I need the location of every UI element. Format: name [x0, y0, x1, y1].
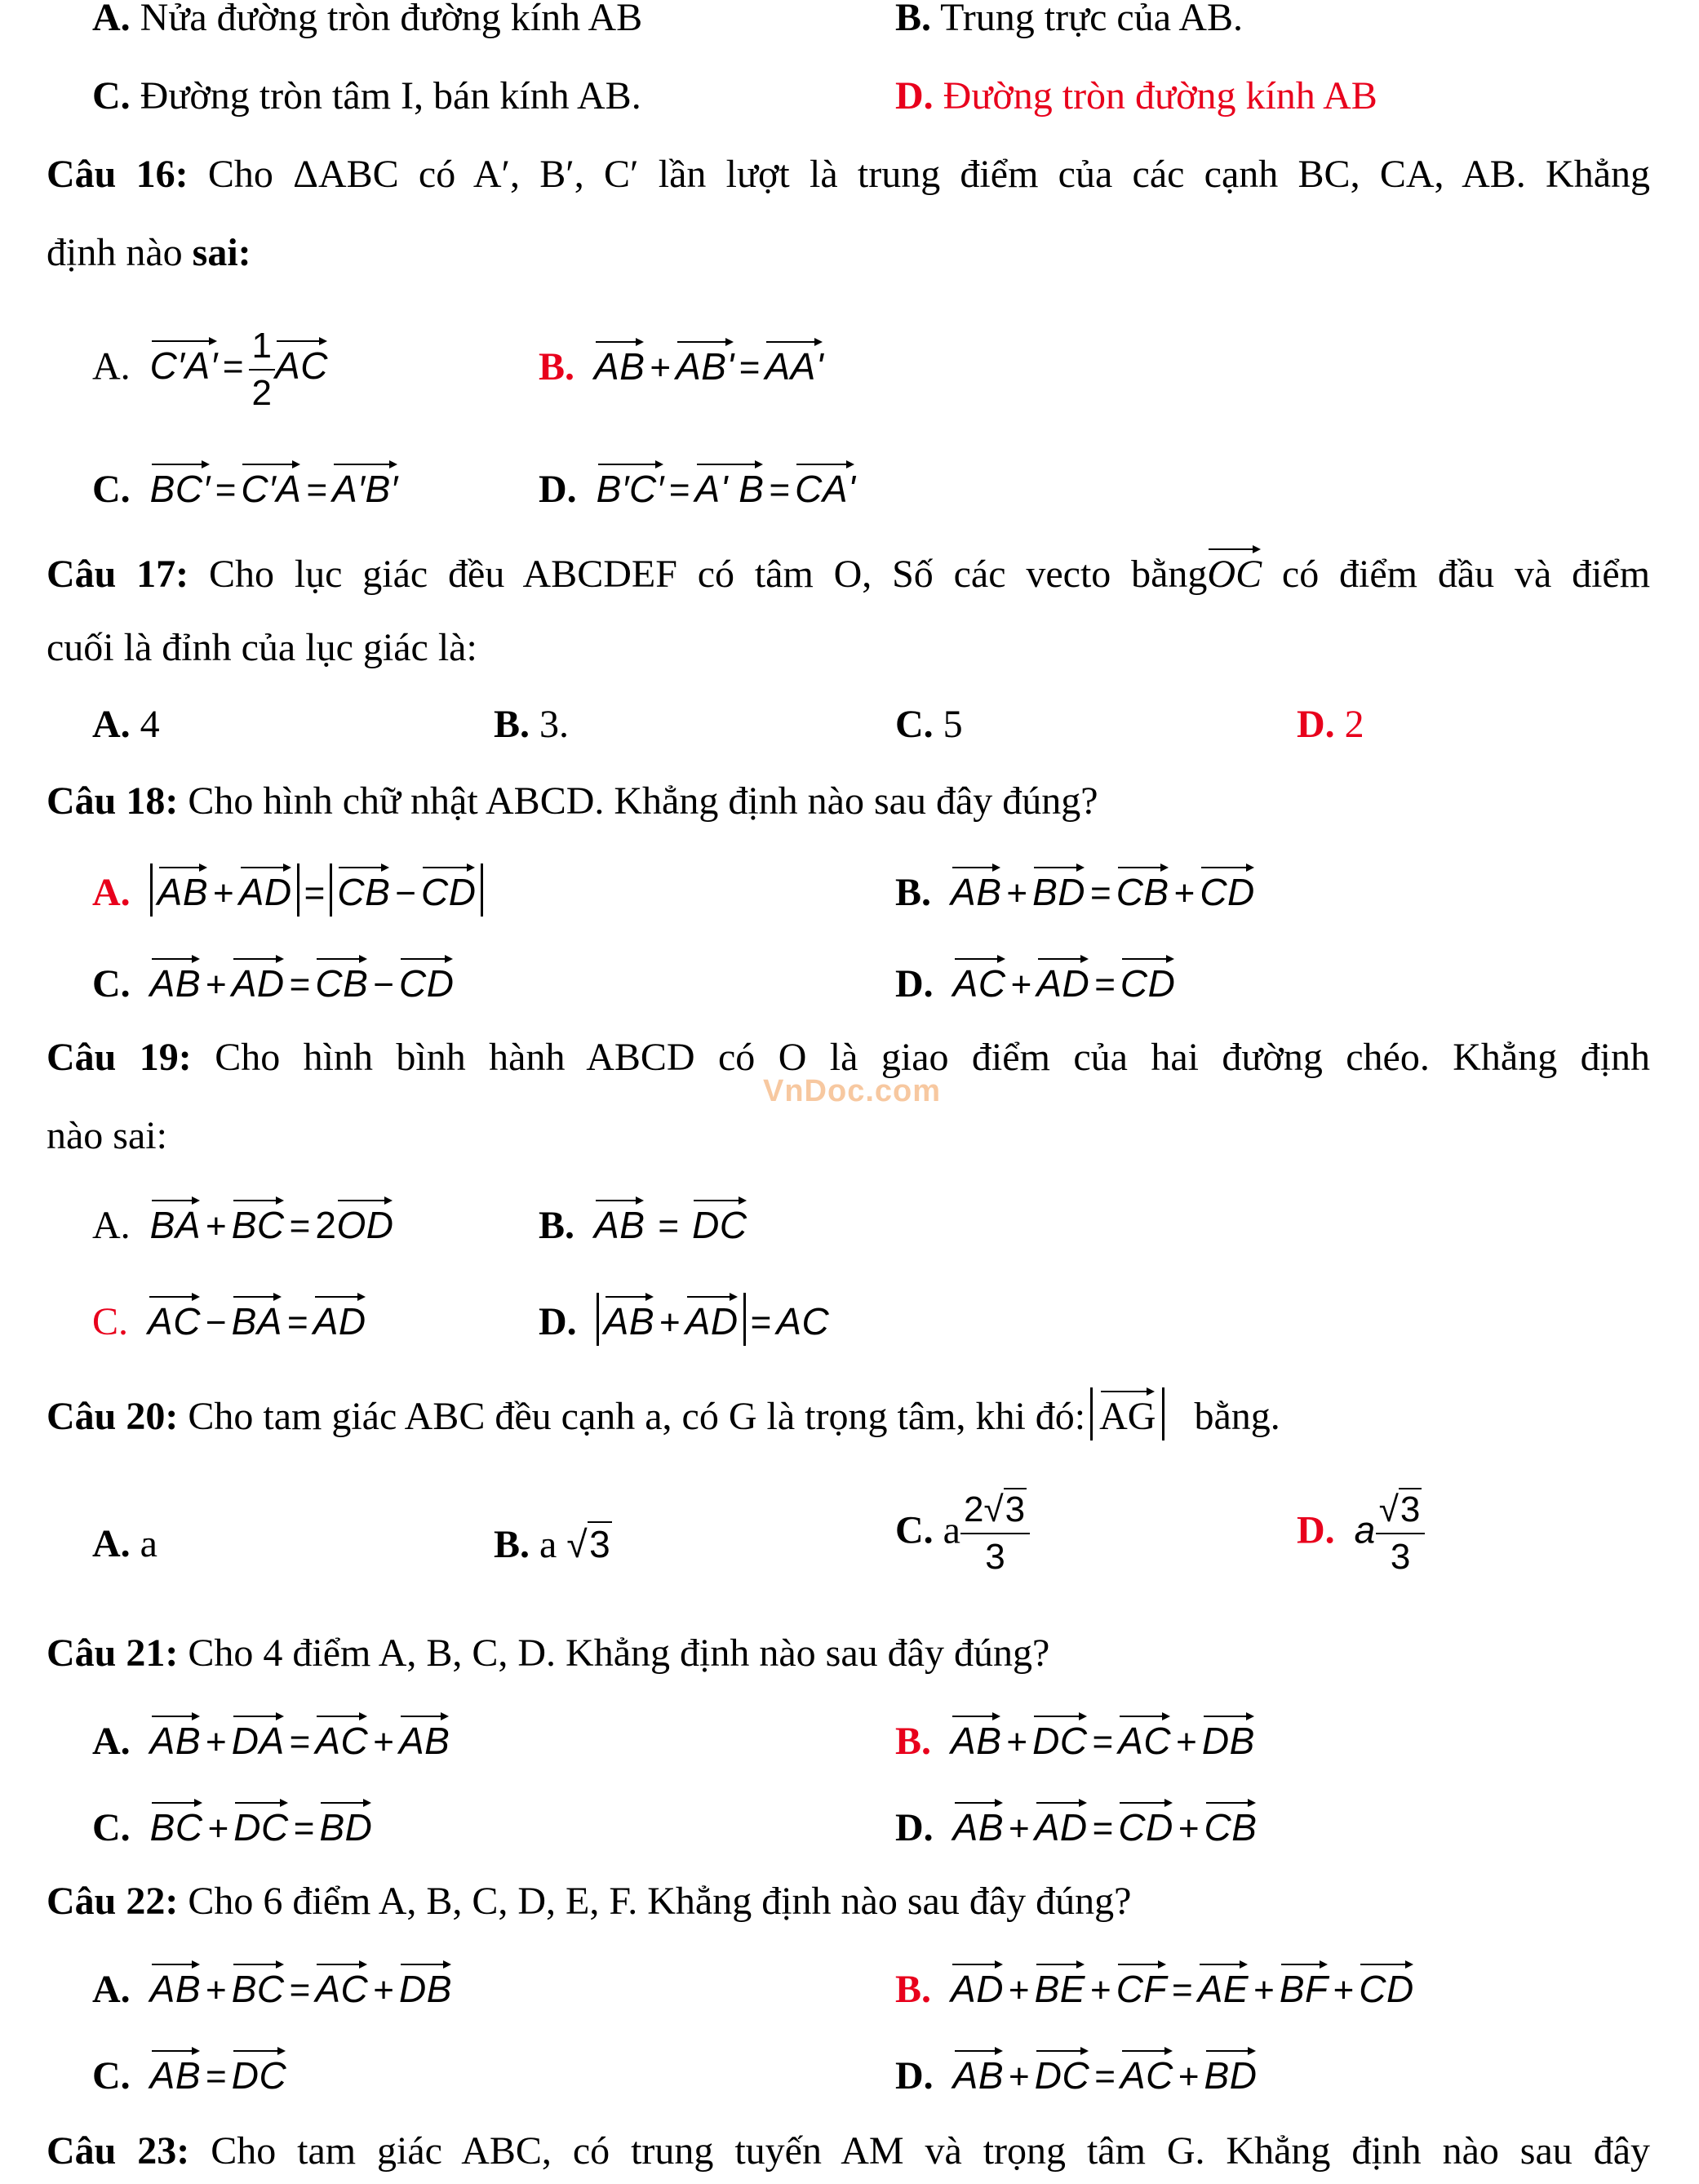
option-letter: B. — [895, 871, 932, 914]
operator: + — [1173, 873, 1196, 913]
option-letter: A. — [92, 1968, 131, 2011]
question-text: định nào — [47, 231, 183, 274]
option-text: Nửa đường tròn đường kính AB — [140, 0, 643, 39]
question-text: nào sai: — [47, 1114, 167, 1157]
operator: − — [205, 1303, 227, 1343]
abs-value — [150, 863, 299, 917]
q21-option-a — [92, 1712, 450, 1767]
vector: DC — [233, 1799, 288, 1846]
operator: = — [769, 470, 791, 510]
q15-option-d — [895, 72, 1377, 121]
operator: − — [395, 873, 416, 913]
vector: DC — [1032, 1712, 1087, 1760]
denominator: 3 — [985, 1537, 1005, 1578]
vector: CB — [315, 955, 368, 1002]
operator: = — [1094, 2057, 1116, 2097]
fraction — [249, 326, 275, 414]
q20-option-b — [494, 1520, 612, 1569]
sqrt-expression: √3 — [983, 1489, 1026, 1529]
vector: AB — [951, 1712, 1001, 1760]
vector: DC — [232, 2047, 286, 2094]
operator: + — [1333, 1970, 1355, 2010]
operator: + — [1006, 1722, 1028, 1762]
q19-option-a — [92, 1196, 393, 1251]
vector: AB — [150, 1712, 201, 1760]
vector: C′A′ — [150, 337, 218, 384]
question-text: Cho ΔABC có A′, B′, C′ lần lượt là trung điểm của các cạnh BC, CA, AB. Khẳng — [207, 153, 1651, 196]
q18-option-c — [92, 955, 454, 1010]
question-text: Cho hình chữ nhật ABCD. Khẳng định nào sau đây đúng? — [188, 779, 1098, 823]
operator: = — [1092, 1722, 1114, 1762]
q15-option-b — [895, 0, 1243, 42]
vector: BA — [232, 1293, 282, 1340]
vector: BC — [150, 1799, 203, 1846]
vector: CD — [1120, 955, 1175, 1002]
q23-stem — [47, 2127, 1650, 2176]
vector: BD — [319, 1799, 372, 1846]
operator: + — [1178, 2057, 1200, 2097]
q22-option-a — [92, 1960, 452, 2015]
vector: BC — [232, 1960, 285, 2008]
q16-stem — [47, 150, 1650, 199]
vector: CD — [421, 863, 476, 911]
operator: + — [1176, 1722, 1197, 1762]
option-letter: C. — [92, 1300, 129, 1343]
operator: + — [213, 873, 234, 913]
q16-stem-cont — [47, 229, 1650, 277]
coefficient: a — [943, 1508, 960, 1552]
operator: = — [306, 470, 328, 510]
operator: + — [659, 1303, 681, 1343]
operator: = — [289, 1206, 311, 1246]
q19-option-c — [92, 1293, 366, 1347]
vector: OC — [1207, 545, 1262, 594]
vector: CB — [337, 863, 390, 911]
operator: = — [1092, 1809, 1114, 1849]
operator: = — [739, 348, 761, 388]
operator: + — [1009, 1809, 1030, 1849]
operator: = — [289, 965, 311, 1005]
option-letter: D. — [539, 468, 577, 511]
vector: AC — [275, 337, 328, 384]
q21-stem — [47, 1629, 1650, 1678]
question-text: Cho 4 điểm A, B, C, D. Khẳng định nào sau đây đúng? — [188, 1631, 1050, 1675]
radicand: 3 — [1005, 1489, 1026, 1529]
q17-option-c — [895, 700, 963, 749]
operator: + — [1009, 2057, 1030, 2097]
vector: BC — [232, 1196, 285, 1244]
vector: DB — [399, 1960, 452, 2008]
q20-option-a — [92, 1520, 157, 1569]
option-letter: C. — [92, 2054, 131, 2097]
abs-value — [1090, 1387, 1164, 1440]
vector: AB — [953, 1799, 1004, 1846]
q21-option-c — [92, 1799, 372, 1853]
question-text: bằng. — [1194, 1395, 1280, 1438]
q21-option-d — [895, 1799, 1257, 1853]
option-text: 2 — [1344, 703, 1364, 746]
question-text: Cho lục giác đều ABCDEF có tâm O, Số các vecto bằng — [209, 553, 1208, 596]
question-text: có điểm đầu và điểm — [1281, 553, 1651, 596]
vector: AC — [953, 955, 1006, 1002]
vector: AD — [239, 863, 292, 911]
operator: − — [373, 965, 394, 1005]
q18-option-b — [895, 863, 1255, 918]
operator: = — [750, 1303, 772, 1343]
vector: AA' — [765, 338, 823, 385]
option-letter: A. — [92, 1204, 131, 1247]
option-letter: D. — [895, 2054, 934, 2097]
coefficient: a — [539, 1523, 557, 1566]
operator: = — [206, 2057, 227, 2097]
option-letter: D. — [895, 74, 934, 118]
radicand: 3 — [589, 1523, 611, 1565]
operator: + — [1178, 1809, 1200, 1849]
question-label: Câu 23: — [47, 2129, 190, 2173]
sqrt-expression: √3 — [1378, 1489, 1421, 1529]
operator: + — [207, 1809, 229, 1849]
vector: AC — [315, 1712, 368, 1760]
option-letter: D. — [539, 1300, 577, 1343]
operator: = — [287, 1303, 308, 1343]
vector: BA — [150, 1196, 201, 1244]
option-letter: B. — [895, 0, 932, 39]
option-letter: C. — [895, 1508, 934, 1552]
vector: AC — [148, 1293, 201, 1340]
question-text: Cho hình bình hành ABCD có O là giao điểm của hai đường chéo. Khẳng định — [215, 1036, 1650, 1079]
vector: AG — [1099, 1387, 1156, 1436]
q16-option-d — [539, 460, 855, 515]
q16-option-a — [92, 326, 328, 414]
operator: = — [1090, 873, 1111, 913]
operator: = — [1094, 965, 1116, 1005]
vector: AB — [150, 1960, 201, 2008]
q20-option-c — [895, 1490, 1030, 1578]
vector: AD — [1035, 1799, 1088, 1846]
question-label: Câu 17: — [47, 553, 189, 596]
q20-option-d — [1297, 1490, 1425, 1578]
operator: + — [206, 1970, 227, 2010]
vector: CD — [1200, 863, 1254, 911]
fraction — [1376, 1490, 1426, 1578]
vector: DC — [692, 1196, 747, 1244]
operator: = — [1172, 1970, 1193, 2010]
vndoc-watermark: VnDoc.com — [763, 1074, 942, 1108]
vector: AD — [951, 1960, 1004, 2008]
abs-value — [330, 863, 483, 917]
q18-option-a — [92, 863, 483, 918]
vector: DA — [232, 1712, 285, 1760]
vector: B′C′ — [597, 460, 664, 508]
q16-option-c — [92, 460, 398, 515]
question-label: Câu 20: — [47, 1395, 179, 1438]
q15-option-c — [92, 72, 641, 121]
vector: CA' — [795, 460, 855, 508]
vector: A' B — [695, 460, 765, 508]
option-letter: B. — [494, 703, 530, 746]
question-text: Cho tam giác ABC, có trung tuyến AM và trọng tâm G. Khẳng định nào sau đây — [211, 2129, 1651, 2173]
numerator — [960, 1490, 1030, 1534]
operator: = — [222, 347, 244, 388]
q17-stem-cont — [47, 624, 1650, 673]
operator: = — [304, 873, 326, 913]
q18-stem — [47, 777, 1650, 826]
question-label: Câu 21: — [47, 1631, 179, 1675]
denominator: 3 — [1390, 1537, 1411, 1578]
q22-option-b — [895, 1960, 1414, 2015]
operator: = — [289, 1722, 311, 1762]
operator: = — [668, 470, 690, 510]
option-letter: D. — [1297, 1508, 1335, 1552]
option-text: 5 — [943, 703, 963, 746]
operator: + — [650, 348, 672, 388]
q16-option-b — [539, 338, 823, 393]
vector: AC — [315, 1960, 368, 2008]
option-letter: C. — [92, 962, 131, 1005]
option-letter: C. — [895, 703, 934, 746]
q20-stem — [47, 1387, 1650, 1441]
question-text: Cho tam giác ABC đều cạnh a, có G là trọng tâm, khi đó: — [188, 1395, 1086, 1438]
operator: + — [1090, 1970, 1111, 2010]
option-text: a — [140, 1522, 157, 1565]
rhs-value: AC — [776, 1300, 830, 1343]
fraction — [960, 1490, 1030, 1578]
option-text: 3. — [539, 703, 570, 746]
coefficient: 2 — [315, 1204, 337, 1246]
vector: BE — [1035, 1960, 1085, 2008]
vector: CD — [1118, 1799, 1173, 1846]
vector: AB — [150, 2047, 201, 2094]
vector: AB — [594, 1196, 645, 1244]
question-label: Câu 22: — [47, 1880, 179, 1923]
vector: AB — [150, 955, 201, 1002]
option-text: Trung trực của AB. — [940, 0, 1244, 39]
operator: + — [373, 1970, 394, 2010]
vector: OD — [336, 1196, 393, 1244]
numerator: 1 — [249, 326, 275, 371]
option-letter: B. — [895, 1968, 932, 2011]
vector: AD — [232, 955, 285, 1002]
radicand: 3 — [1400, 1489, 1421, 1529]
vector: AD — [313, 1293, 366, 1340]
denominator: 2 — [251, 373, 273, 414]
option-text: Đường tròn tâm I, bán kính AB. — [140, 74, 641, 118]
q17-option-b — [494, 700, 569, 749]
option-letter: A. — [92, 871, 131, 914]
operator: + — [206, 1722, 227, 1762]
q19-option-d — [539, 1293, 829, 1347]
operator: = — [658, 1206, 680, 1246]
operator: + — [373, 1722, 394, 1762]
q15-option-a — [92, 0, 642, 42]
abs-value — [597, 1293, 746, 1346]
option-letter: B. — [539, 1204, 575, 1247]
option-letter: A. — [92, 0, 131, 39]
vector: DB — [1202, 1712, 1255, 1760]
question-label: Câu 18: — [47, 779, 179, 823]
q21-option-b — [895, 1712, 1255, 1767]
option-text: Đường tròn đường kính AB — [943, 74, 1377, 118]
vector: DC — [1035, 2047, 1089, 2094]
vector: AB — [594, 338, 645, 385]
question-label: Câu 19: — [47, 1036, 192, 1079]
q22-stem — [47, 1877, 1650, 1926]
q19-stem-cont — [47, 1112, 1650, 1161]
coefficient: a — [1354, 1508, 1376, 1551]
option-letter: D. — [895, 1806, 934, 1849]
vector: AD — [1036, 955, 1089, 1002]
question-text: Cho 6 điểm A, B, C, D, E, F. Khẳng định nào sau đây đúng? — [188, 1880, 1132, 1923]
numerator — [1376, 1490, 1426, 1534]
option-text: 4 — [140, 703, 160, 746]
numerator-coef: 2 — [963, 1489, 984, 1529]
vector: BD — [1204, 2047, 1258, 2094]
q19-option-b — [539, 1196, 747, 1251]
vector: CD — [399, 955, 454, 1002]
vector: AE — [1198, 1960, 1249, 2008]
vector: CF — [1116, 1960, 1167, 2008]
q22-option-d — [895, 2047, 1257, 2102]
option-letter: C. — [92, 74, 131, 118]
question-text: cuối là đỉnh của lục giác là: — [47, 626, 477, 669]
vector: BF — [1280, 1960, 1329, 2008]
option-letter: B. — [895, 1720, 932, 1763]
operator: = — [215, 470, 237, 510]
vector: AC — [1118, 1712, 1171, 1760]
operator: + — [206, 965, 227, 1005]
sqrt-expression: √3 — [566, 1523, 611, 1565]
option-letter: B. — [539, 345, 575, 388]
vector: BC′ — [150, 460, 211, 508]
vector: AB — [951, 863, 1001, 911]
operator: + — [206, 1206, 227, 1246]
sai-keyword: sai: — [192, 231, 251, 274]
option-letter: D. — [1297, 703, 1335, 746]
vector: AB — [157, 863, 208, 911]
vector: AB — [399, 1712, 450, 1760]
option-letter: A. — [92, 344, 131, 388]
q17-option-a — [92, 700, 160, 749]
operator: + — [1010, 965, 1032, 1005]
vector: AC — [1120, 2047, 1173, 2094]
q22-option-c — [92, 2047, 286, 2102]
option-letter: A. — [92, 703, 131, 746]
vector: C′A — [241, 460, 301, 508]
vector: CB — [1116, 863, 1169, 911]
q17-stem — [47, 545, 1650, 599]
vector: AD — [685, 1293, 739, 1340]
option-letter: B. — [494, 1523, 530, 1566]
vector: AB — [953, 2047, 1004, 2094]
vector: AB' — [676, 338, 734, 385]
operator: = — [293, 1809, 315, 1849]
q17-option-d — [1297, 700, 1364, 749]
option-letter: A. — [92, 1522, 131, 1565]
vector: CB — [1204, 1799, 1258, 1846]
operator: = — [289, 1970, 311, 2010]
vector: CD — [1359, 1960, 1413, 2008]
question-label: Câu 16: — [47, 153, 189, 196]
operator: + — [1006, 873, 1028, 913]
vector: AB — [604, 1293, 654, 1340]
vector: A′B′ — [332, 460, 398, 508]
option-letter: C. — [92, 468, 131, 511]
option-letter: A. — [92, 1720, 131, 1763]
option-letter: C. — [92, 1806, 131, 1849]
option-letter: D. — [895, 962, 934, 1005]
q18-option-d — [895, 955, 1175, 1010]
operator: + — [1253, 1970, 1275, 2010]
operator: + — [1008, 1970, 1030, 2010]
vector: BD — [1032, 863, 1085, 911]
